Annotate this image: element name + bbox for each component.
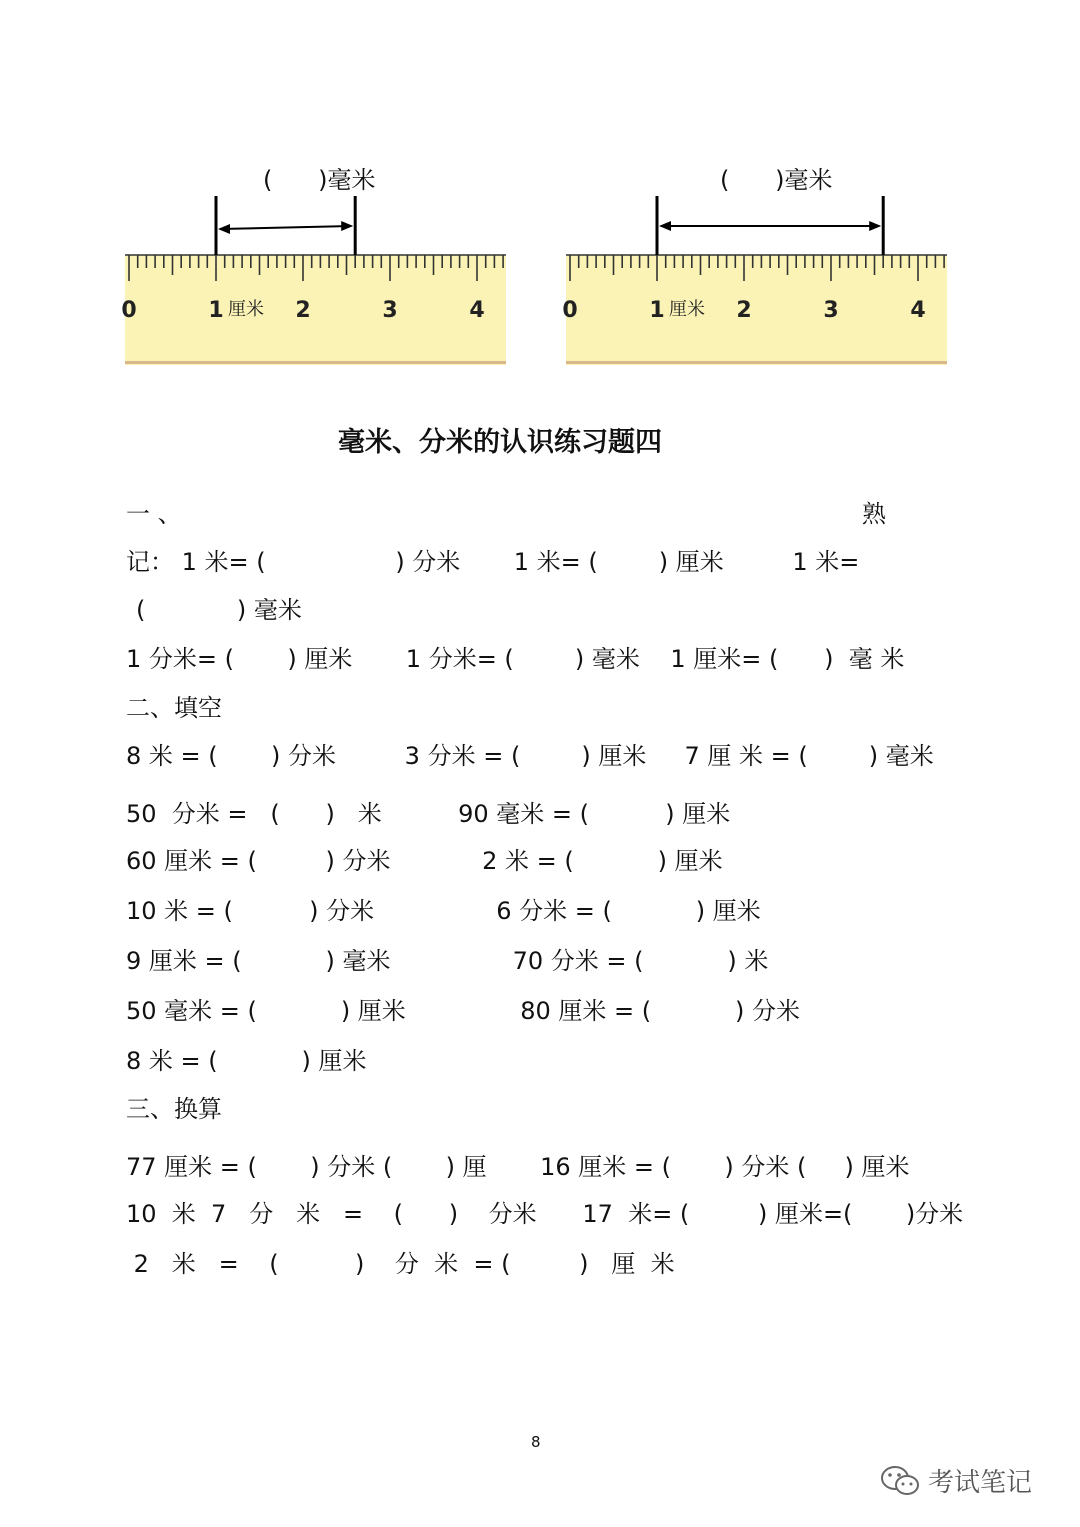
page-title: 毫米、分米的认识练习题四 xyxy=(338,427,662,458)
arrow-head-left xyxy=(659,221,671,231)
ruler-edge xyxy=(566,361,947,364)
ruler-unit-label: 厘米 xyxy=(228,299,264,320)
wechat-icon xyxy=(880,1464,920,1498)
section-heading-2: 二、填空 xyxy=(126,694,222,722)
page-number: 8 xyxy=(531,1433,541,1451)
ruler-tick-label: 0 xyxy=(562,298,578,323)
watermark-text: 考试笔记 xyxy=(928,1468,1033,1498)
exercise-line: 1 分米= ( ) 厘米 1 分米= ( ) 毫米 1 厘米= ( ) 毫 米 xyxy=(126,645,905,673)
ruler-tick-label: 4 xyxy=(910,298,926,323)
exercise-line: 2 米 = ( ) 分 米 = ( ) 厘 米 xyxy=(126,1250,675,1278)
ruler-2 xyxy=(562,160,948,370)
exercise-line: 10 米 7 分 米 = ( ) 分米 17 米= ( ) 厘米=( )分米 xyxy=(126,1200,964,1228)
ruler-tick-label: 3 xyxy=(823,298,839,323)
ruler-1 xyxy=(121,160,507,370)
ruler-figure-1 xyxy=(121,160,507,370)
measure-arrow xyxy=(220,226,351,229)
ruler-figure-2 xyxy=(562,160,948,370)
ruler-caption: ( )毫米 xyxy=(720,166,833,194)
exercise-line: 50 毫米 = ( ) 厘米 80 厘米 = ( ) 分米 xyxy=(126,997,801,1025)
ruler-tick-label: 2 xyxy=(736,298,752,323)
ruler-edge xyxy=(125,361,506,364)
watermark xyxy=(880,1462,1032,1499)
exercise-line: 77 厘米 = ( ) 分米 ( ) 厘 16 厘米 = ( ) 分米 ( ) 厘米 xyxy=(126,1153,910,1181)
ruler-tick-label: 1 xyxy=(649,298,665,323)
exercise-line: 8 米 = ( ) 分米 3 分米 = ( ) 厘米 7 厘 米 = ( ) 毫米 xyxy=(126,742,934,770)
arrow-head-right xyxy=(341,221,353,231)
section-heading-1-tail: 熟 xyxy=(862,500,886,528)
exercise-line: 60 厘米 = ( ) 分米 2 米 = ( ) 厘米 xyxy=(126,847,723,875)
exercise-line: 9 厘米 = ( ) 毫米 70 分米 = ( ) 米 xyxy=(126,947,769,975)
ruler-caption: ( )毫米 xyxy=(263,166,376,194)
exercise-line: 8 米 = ( ) 厘米 xyxy=(126,1047,367,1075)
ruler-body xyxy=(566,255,947,365)
exercise-line: 50 分米 = ( ) 米 90 毫米 = ( ) 厘米 xyxy=(126,800,731,828)
ruler-tick-label: 4 xyxy=(469,298,485,323)
arrow-head-left xyxy=(218,224,230,234)
ruler-tick-label: 1 xyxy=(208,298,224,323)
ruler-tick-label: 2 xyxy=(295,298,311,323)
ruler-tick-label: 0 xyxy=(121,298,137,323)
exercise-line: 记： 1 米= ( ) 分米 1 米= ( ) 厘米 1 米= xyxy=(126,548,860,576)
ruler-unit-label: 厘米 xyxy=(669,299,705,320)
ruler-body xyxy=(125,255,506,365)
section-heading-1: 一 、 xyxy=(126,500,182,528)
exercise-line: 10 米 = ( ) 分米 6 分米 = ( ) 厘米 xyxy=(126,897,761,925)
ruler-tick-label: 3 xyxy=(382,298,398,323)
arrow-head-right xyxy=(869,221,881,231)
exercise-line: ( ) 毫米 xyxy=(136,596,302,624)
section-heading-3: 三、换算 xyxy=(126,1095,222,1123)
